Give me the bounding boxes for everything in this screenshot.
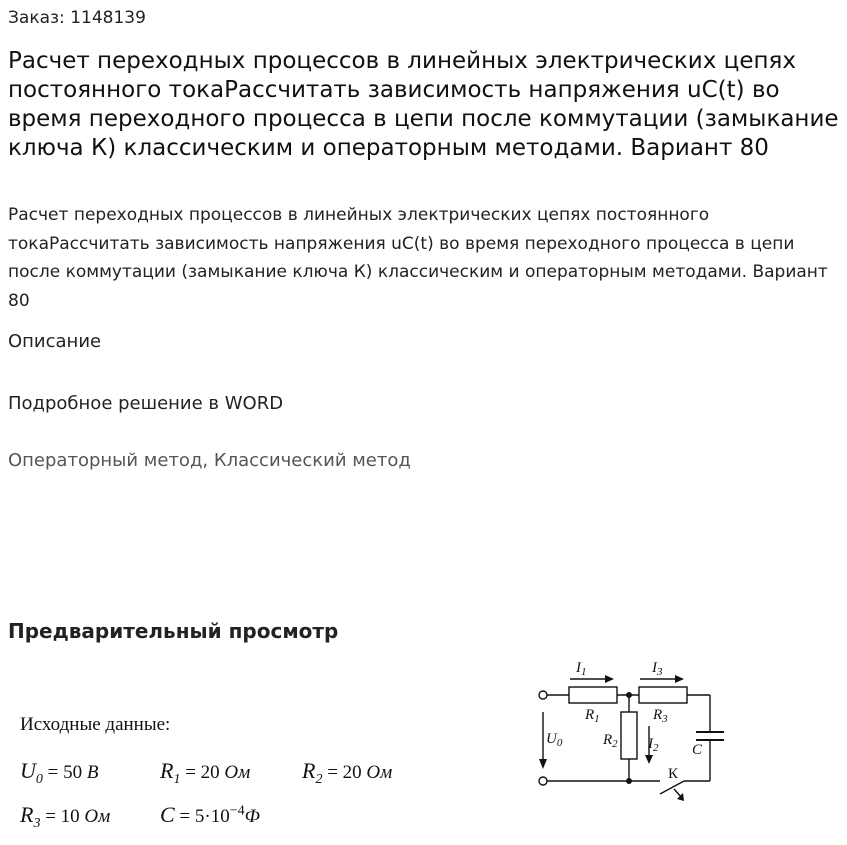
terminal-bottom (539, 777, 547, 785)
svg-text:C: C (692, 742, 703, 758)
description-heading: Описание (8, 331, 102, 352)
node-bottom (626, 778, 632, 784)
svg-text:R1: $R_1$ (585, 707, 600, 725)
svg-text:I3: $I_3$ (652, 660, 663, 678)
svg-text:I2: $I_2$ (648, 736, 659, 754)
svg-text:К: К (668, 766, 679, 782)
preview-heading: Предварительный просмотр (8, 619, 339, 643)
source-data-heading: Исходные данные: (20, 714, 171, 735)
i2-arrowhead (645, 755, 653, 764)
tags: Операторный метод, Классический метод (8, 450, 411, 471)
resistor-r1 (569, 687, 617, 703)
u0-arrowhead (539, 759, 547, 769)
formula-r2: $R_2 = 20$ Ом (302, 758, 393, 787)
formula-u0: $U_0 = 50$ В (20, 758, 99, 787)
svg-text:R2: $R_2$ (603, 732, 618, 750)
preview-image (0, 648, 847, 845)
svg-text:I1: $I_1$ (576, 660, 587, 678)
order-number: 1148139 (70, 8, 146, 28)
svg-text:U0: $U_0$ (546, 731, 563, 749)
resistor-r3 (639, 687, 687, 703)
formula-c: $C = 5\cdot 10^{-4}Ф$ (160, 802, 260, 827)
formula-r1: $R_1 = 20$ Ом (160, 758, 251, 787)
product-description: Расчет переходных процессов в линейных электрических цепях постоянного токаРассчитать зависимость напряжения uC(t) во время переходного процесса в цепи после коммутации (замыкание ключа К) классическим и операторным методами. Вариант 80 (8, 205, 828, 311)
switch-k (660, 781, 684, 794)
resistor-r2 (621, 712, 637, 759)
formula-r3: $R_3 = 10$ Ом (20, 802, 111, 831)
page-title: Расчет переходных процессов в линейных электрических цепях постоянного токаРассчитать зависимость напряжения uC(t) во время переходного процесса в цепи после коммутации (замыкание ключа К) классическим и операторным методами. Вариант 80 (8, 48, 839, 161)
i3-arrowhead (675, 675, 684, 683)
order-line (8, 8, 146, 28)
order-label: Заказ: (8, 8, 65, 28)
i1-arrowhead (605, 675, 614, 683)
terminal-top (539, 691, 547, 699)
circuit-diagram (0, 648, 847, 845)
svg-text:R3: $R_3$ (653, 707, 668, 725)
solution-note: Подробное решение в WORD (8, 393, 284, 414)
node-top (626, 692, 632, 698)
